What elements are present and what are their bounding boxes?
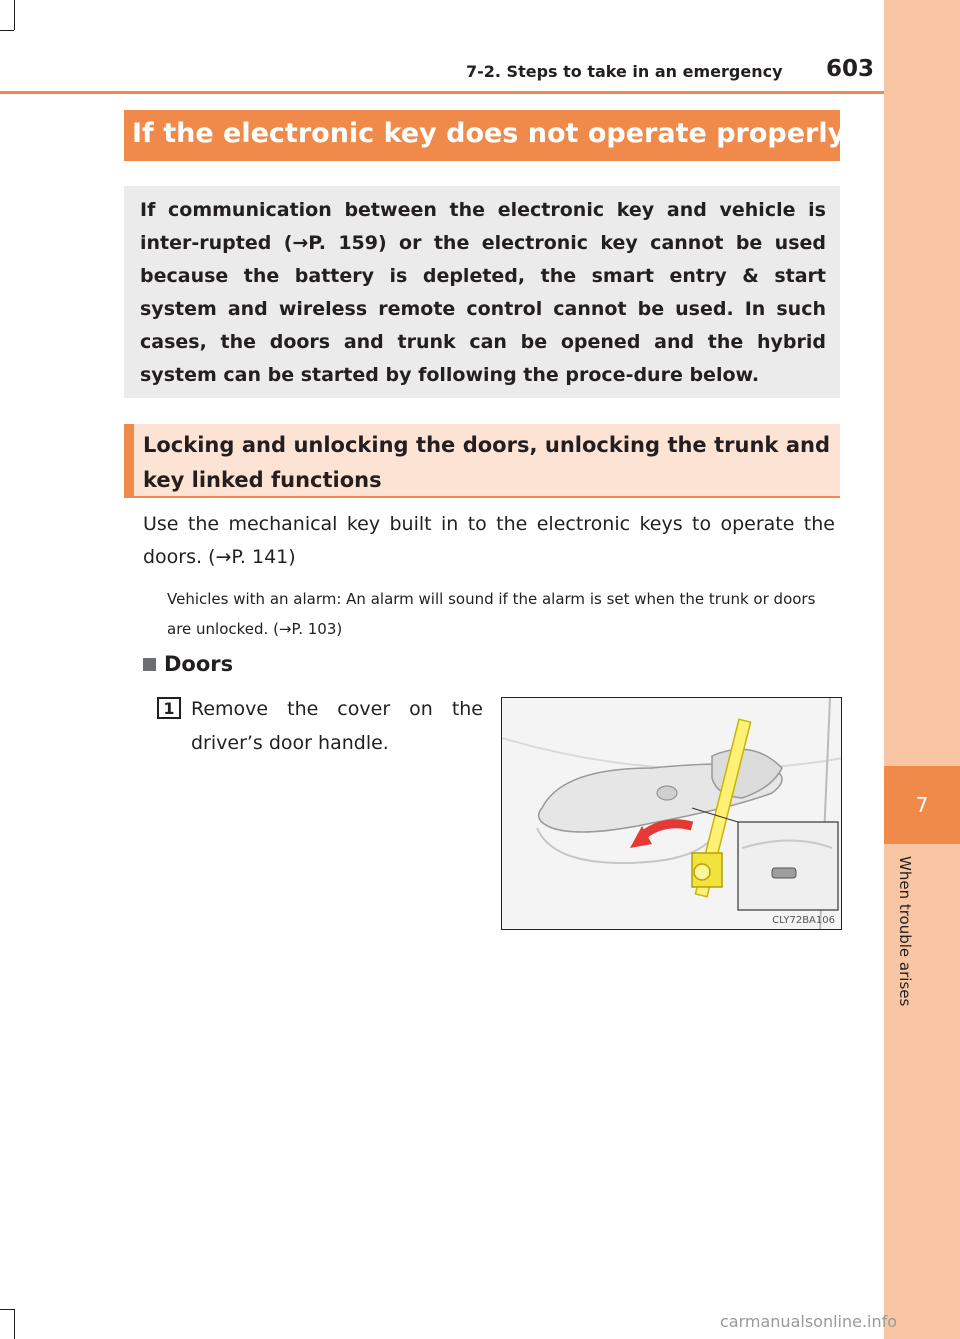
crop-mark-bl-h: [0, 1309, 14, 1310]
step-text: Remove the cover on the driver’s door handle.: [191, 698, 483, 754]
chapter-side-tab: [884, 0, 960, 1339]
door-handle-drawing: [502, 698, 842, 930]
doors-heading: [143, 652, 233, 676]
square-bullet-icon: [143, 658, 156, 671]
page-number: 603: [826, 56, 875, 82]
body-paragraph: Use the mechanical key built in to the electronic keys to operate the doors. (→P. 141): [143, 513, 835, 568]
step-number-badge: 1: [157, 697, 181, 719]
intro-box: [124, 186, 840, 398]
intro-text: If communication between the electronic key and vehicle is inter-rupted (→P. 159) or the electronic key cannot be used because the battery is depleted, the smart entry & start system and wireless remote control cannot be used. In such cases, the doors and trunk can be opened and the hybrid system can be started by following the proce-dure below.: [140, 199, 826, 386]
header-rule: [0, 91, 884, 94]
crop-mark-bl-v: [14, 1309, 15, 1339]
section-title: 7-2. Steps to take in an emergency: [466, 62, 783, 81]
page-title-bar: [124, 110, 846, 161]
subsection-heading: [124, 424, 840, 498]
chapter-number-badge: 7: [884, 766, 960, 844]
subsection-heading-text: Locking and unlocking the doors, unlocking the trunk and key linked functions: [143, 433, 830, 492]
crop-mark-tl-h: [0, 30, 14, 31]
door-handle-illustration: [501, 697, 842, 930]
watermark-text: carmanualsonline.info: [720, 1312, 898, 1331]
page-title: If the electronic key does not operate properly: [132, 118, 846, 149]
chapter-title: When trouble arises: [896, 856, 914, 1007]
doors-heading-text: Doors: [164, 652, 234, 676]
figure-code: CLY72BA106: [772, 915, 835, 926]
crop-mark-tl-v: [14, 0, 15, 30]
alarm-note: Vehicles with an alarm: An alarm will sound if the alarm is set when the trunk or doors are unlocked. (→P. 103): [167, 590, 816, 638]
